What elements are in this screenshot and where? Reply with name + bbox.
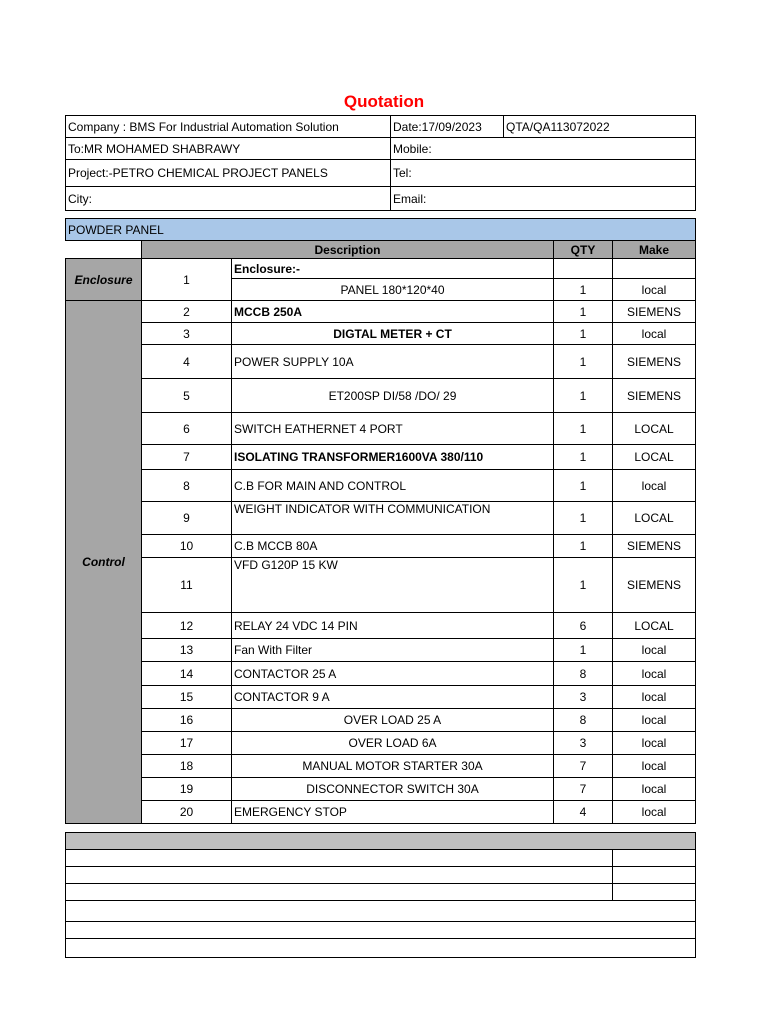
blank-header-cell <box>66 241 142 259</box>
item-no: 5 <box>142 379 232 413</box>
item-qty: 1 <box>554 502 613 535</box>
header-row <box>66 160 696 187</box>
qty-header: QTY <box>554 241 613 259</box>
empty-cell <box>66 901 696 922</box>
email-cell: Email: <box>391 187 696 211</box>
table-row <box>66 662 696 686</box>
table-row <box>66 535 696 558</box>
table-row <box>66 801 696 824</box>
category-control: Control <box>66 301 142 824</box>
item-qty: 1 <box>554 445 613 470</box>
item-no: 4 <box>142 345 232 379</box>
item-no: 8 <box>142 470 232 502</box>
empty-row <box>66 884 696 901</box>
item-no: 18 <box>142 755 232 778</box>
item-description: OVER LOAD 6A <box>232 732 554 755</box>
item-make: LOCAL <box>613 613 696 639</box>
spacer-cell <box>66 833 696 850</box>
table-row <box>66 755 696 778</box>
table-row <box>66 639 696 662</box>
item-make: SIEMENS <box>613 301 696 323</box>
item-no: 15 <box>142 686 232 709</box>
item-qty: 8 <box>554 709 613 732</box>
header-table <box>65 115 696 211</box>
item-description: Fan With Filter <box>232 639 554 662</box>
items-table <box>65 218 696 824</box>
item-qty: 1 <box>554 279 613 301</box>
item-description: DISCONNECTOR SWITCH 30A <box>232 778 554 801</box>
item-description: CONTACTOR 25 A <box>232 662 554 686</box>
empty-row <box>66 867 696 884</box>
table-row <box>66 259 696 279</box>
item-no: 13 <box>142 639 232 662</box>
item-make: SIEMENS <box>613 379 696 413</box>
item-make: local <box>613 470 696 502</box>
column-header-row <box>66 241 696 259</box>
to-cell: To:MR MOHAMED SHABRAWY <box>66 138 391 160</box>
table-row <box>66 413 696 445</box>
item-no: 20 <box>142 801 232 824</box>
item-qty: 1 <box>554 323 613 345</box>
empty-cell <box>613 867 696 884</box>
table-row <box>66 558 696 613</box>
item-no: 9 <box>142 502 232 535</box>
item-no: 14 <box>142 662 232 686</box>
item-description: ISOLATING TRANSFORMER1600VA 380/110 <box>232 445 554 470</box>
item-no: 6 <box>142 413 232 445</box>
item-qty: 1 <box>554 301 613 323</box>
item-no: 19 <box>142 778 232 801</box>
item-description: PANEL 180*120*40 <box>232 279 554 301</box>
item-description: EMERGENCY STOP <box>232 801 554 824</box>
item-qty: 4 <box>554 801 613 824</box>
empty-row <box>66 939 696 958</box>
item-make: local <box>613 639 696 662</box>
category-enclosure: Enclosure <box>66 259 142 301</box>
item-qty: 3 <box>554 732 613 755</box>
item-make: local <box>613 778 696 801</box>
item-make: local <box>613 755 696 778</box>
make-header: Make <box>613 241 696 259</box>
table-row <box>66 686 696 709</box>
item-no: 17 <box>142 732 232 755</box>
item-make <box>613 259 696 279</box>
item-make: local <box>613 279 696 301</box>
table-row <box>66 379 696 413</box>
table-row <box>66 445 696 470</box>
item-make: local <box>613 801 696 824</box>
description-header: Description <box>142 241 554 259</box>
item-no: 12 <box>142 613 232 639</box>
item-no: 10 <box>142 535 232 558</box>
item-qty: 1 <box>554 345 613 379</box>
page-title: Quotation <box>343 92 425 111</box>
gray-spacer-row <box>66 833 696 850</box>
item-make: LOCAL <box>613 502 696 535</box>
item-qty: 6 <box>554 613 613 639</box>
table-row <box>66 613 696 639</box>
item-description: RELAY 24 VDC 14 PIN <box>232 613 554 639</box>
date-cell: Date:17/09/2023 <box>391 116 504 138</box>
item-description: VFD G120P 15 KW <box>232 558 554 613</box>
header-row <box>66 138 696 160</box>
section-title: POWDER PANEL <box>66 219 696 241</box>
item-no: 1 <box>142 259 232 301</box>
item-description: SWITCH EATHERNET 4 PORT <box>232 413 554 445</box>
empty-row <box>66 850 696 867</box>
item-qty: 1 <box>554 379 613 413</box>
table-row <box>66 732 696 755</box>
header-row <box>66 187 696 211</box>
item-no: 11 <box>142 558 232 613</box>
item-make: SIEMENS <box>613 535 696 558</box>
item-description: C.B MCCB 80A <box>232 535 554 558</box>
item-qty <box>554 259 613 279</box>
item-qty: 1 <box>554 558 613 613</box>
item-qty: 8 <box>554 662 613 686</box>
table-row <box>66 323 696 345</box>
table-row <box>66 778 696 801</box>
table-row <box>66 345 696 379</box>
empty-row <box>66 922 696 939</box>
item-description: OVER LOAD 25 A <box>232 709 554 732</box>
reference-cell: QTA/QA113072022 <box>504 116 696 138</box>
item-no: 16 <box>142 709 232 732</box>
item-make: SIEMENS <box>613 345 696 379</box>
table-row <box>66 502 696 535</box>
item-make: LOCAL <box>613 413 696 445</box>
item-description: Enclosure:- <box>232 259 554 279</box>
item-description: CONTACTOR 9 A <box>232 686 554 709</box>
table-row <box>66 301 696 323</box>
empty-row <box>66 901 696 922</box>
item-qty: 1 <box>554 413 613 445</box>
header-row <box>66 116 696 138</box>
item-no: 7 <box>142 445 232 470</box>
item-make: SIEMENS <box>613 558 696 613</box>
empty-cell <box>66 884 613 901</box>
item-description: POWER SUPPLY 10A <box>232 345 554 379</box>
item-description: MANUAL MOTOR STARTER 30A <box>232 755 554 778</box>
item-qty: 1 <box>554 535 613 558</box>
item-qty: 1 <box>554 470 613 502</box>
empty-cell <box>66 850 613 867</box>
item-description: DIGTAL METER + CT <box>232 323 554 345</box>
table-row <box>66 709 696 732</box>
empty-cell <box>66 922 696 939</box>
item-qty: 7 <box>554 778 613 801</box>
item-make: local <box>613 709 696 732</box>
footer-table <box>65 832 696 958</box>
empty-cell <box>613 850 696 867</box>
item-make: local <box>613 686 696 709</box>
table-row <box>66 470 696 502</box>
empty-cell <box>66 867 613 884</box>
project-cell: Project:-PETRO CHEMICAL PROJECT PANELS <box>66 160 391 187</box>
item-description: MCCB 250A <box>232 301 554 323</box>
item-qty: 1 <box>554 639 613 662</box>
section-header-row <box>66 219 696 241</box>
mobile-cell: Mobile: <box>391 138 696 160</box>
item-no: 3 <box>142 323 232 345</box>
item-qty: 7 <box>554 755 613 778</box>
item-qty: 3 <box>554 686 613 709</box>
empty-cell <box>613 884 696 901</box>
item-description: WEIGHT INDICATOR WITH COMMUNICATION <box>232 502 554 535</box>
item-description: ET200SP DI/58 /DO/ 29 <box>232 379 554 413</box>
item-make: local <box>613 323 696 345</box>
tel-cell: Tel: <box>391 160 696 187</box>
company-cell: Company : BMS For Industrial Automation Solution <box>66 116 391 138</box>
item-description: C.B FOR MAIN AND CONTROL <box>232 470 554 502</box>
item-no: 2 <box>142 301 232 323</box>
item-make: LOCAL <box>613 445 696 470</box>
empty-cell <box>66 939 696 958</box>
item-make: local <box>613 662 696 686</box>
item-make: local <box>613 732 696 755</box>
city-cell: City: <box>66 187 391 211</box>
